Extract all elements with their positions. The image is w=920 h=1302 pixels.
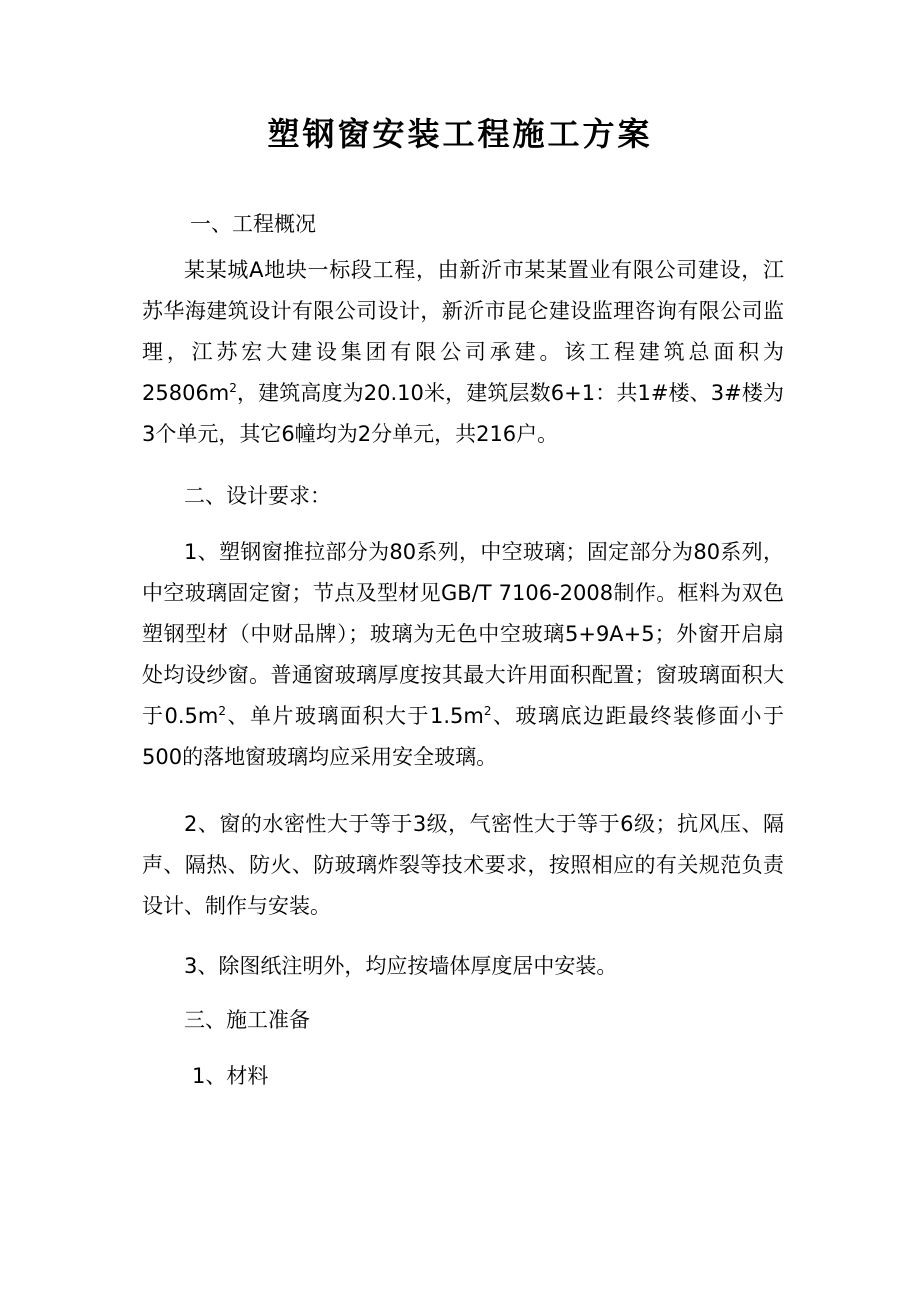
overview-paragraph <box>142 250 784 455</box>
design-item-1-sup2: 2 <box>483 704 492 718</box>
design-item-1-part3: 、玻璃底边距最终装修面小于500的落地窗玻璃均应采用安全玻璃。 <box>142 704 784 769</box>
section-heading-overview: 一、工程概况 <box>190 212 316 236</box>
section-heading-preparation: 三、施工准备 <box>184 1008 310 1032</box>
design-item-1-part1: 1、塑钢窗推拉部分为80系列，中空玻璃；固定部分为80系列，中空玻璃固定窗；节点及型材见GB/T 7106-2008制作。框料为双色塑钢型材（中财品牌）；玻璃为无色中空玻璃5+9A+5；外窗开启扇处均设纱窗。普通窗玻璃厚度按其最大许用面积配置；窗玻璃面积大于0.5m <box>142 540 784 728</box>
overview-superscript: 2 <box>229 381 237 395</box>
subheading-materials: 1、材料 <box>192 1064 269 1088</box>
design-item-2: 2、窗的水密性大于等于3级，气密性大于等于6级；抗风压、隔声、隔热、防火、防玻璃炸裂等技术要求，按照相应的有关规范负责设计、制作与安装。 <box>142 812 784 918</box>
page-title: 塑钢窗安装工程施工方案 <box>267 115 653 153</box>
design-item-3: 3、除图纸注明外，均应按墙体厚度居中安装。 <box>184 954 618 978</box>
design-item-1 <box>142 532 784 778</box>
overview-text-part2: ，建筑高度为20.10米，建筑层数6+1：共1#楼、3#楼为3个单元，其它6幢均为2分单元，共216户。 <box>142 381 784 446</box>
design-item-1-part2: 、单片玻璃面积大于1.5m <box>226 704 484 728</box>
design-item-1-sup1: 2 <box>218 704 226 718</box>
section-heading-design: 二、设计要求： <box>184 484 331 508</box>
overview-text-part1: 某某城A地块一标段工程，由新沂市某某置业有限公司建设，江苏华海建筑设计有限公司设计，新沂市昆仑建设监理咨询有限公司监理，江苏宏大建设集团有限公司承建。该工程建筑总面积为25806m <box>142 258 784 405</box>
